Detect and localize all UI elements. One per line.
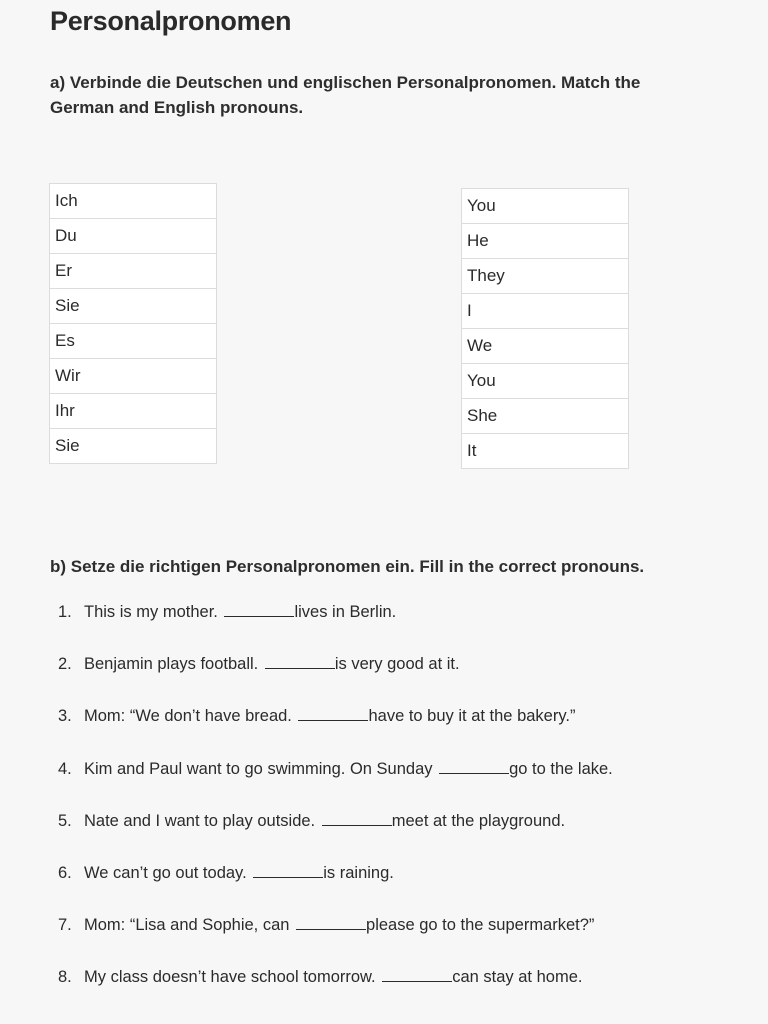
german-pronoun-cell: Wir [50,359,217,394]
list-item [58,760,613,812]
item-number: 4. [58,759,72,778]
item-number: 6. [58,863,72,882]
answer-blank [224,614,294,617]
answer-blank [298,718,368,721]
list-item [58,655,613,707]
table-row [462,189,629,224]
german-pronoun-cell: Ihr [50,394,217,429]
table-row [462,399,629,434]
english-pronoun-cell: I [462,294,629,329]
item-text-after: is very good at it. [334,655,460,674]
item-text-before: We can’t go out today. [84,863,252,882]
table-row [50,289,217,324]
instruction-a: a) Verbinde die Deutschen und englischen Personalpronomen. Match the German and English pronouns. [50,73,641,117]
english-pronoun-cell: It [462,434,629,469]
item-text-after: go to the lake. [509,759,613,778]
table-row [462,364,629,399]
item-text-after: is raining. [323,863,394,882]
english-pronoun-cell: You [462,364,629,399]
answer-blank [265,666,335,669]
item-number: 2. [58,655,72,674]
table-row [50,254,217,289]
item-number: 8. [58,968,72,987]
item-text-after: have to buy it at the bakery.” [368,707,576,726]
item-text-after: meet at the playground. [391,811,566,830]
german-pronoun-cell: Sie [50,429,217,464]
english-pronoun-cell: They [462,259,629,294]
english-pronoun-cell: You [462,189,629,224]
item-text-before: Mom: “Lisa and Sophie, can [84,916,295,935]
item-number: 5. [58,811,72,830]
table-row [462,294,629,329]
table-row [462,434,629,469]
item-number: 3. [58,707,72,726]
german-pronoun-table [49,183,217,464]
english-pronoun-table [461,188,629,469]
german-pronoun-cell: Ich [50,184,217,219]
answer-blank [253,875,323,878]
answer-blank [382,979,452,982]
list-item [58,603,613,655]
list-item [58,707,613,759]
item-text-before: Kim and Paul want to go swimming. On Sunday [84,759,438,778]
german-pronoun-cell: Es [50,324,217,359]
instruction-b: b) Setze die richtigen Personalpronomen ein. Fill in the correct pronouns. [50,557,645,576]
table-row [50,219,217,254]
list-item [58,812,613,864]
english-pronoun-cell: We [462,329,629,364]
item-text-before: Mom: “We don’t have bread. [84,707,297,726]
page-title: Personalpronomen [50,6,292,36]
table-row [462,329,629,364]
table-row [50,394,217,429]
german-pronoun-cell: Er [50,254,217,289]
list-item [58,916,613,968]
table-row [50,324,217,359]
table-row [50,429,217,464]
exercise-list [58,603,613,1021]
list-item [58,864,613,916]
item-text-before: This is my mother. [84,603,223,621]
item-number: 7. [58,916,72,935]
english-pronoun-cell: She [462,399,629,434]
english-pronoun-cell: He [462,224,629,259]
list-item [58,968,613,1020]
answer-blank [439,771,509,774]
item-text-before: Benjamin plays football. [84,655,263,674]
table-row [50,184,217,219]
german-pronoun-cell: Sie [50,289,217,324]
table-row [462,224,629,259]
item-text-before: Nate and I want to play outside. [84,811,320,830]
answer-blank [322,823,392,826]
german-pronoun-cell: Du [50,219,217,254]
item-text-after: please go to the supermarket?” [366,916,595,935]
answer-blank [296,927,366,930]
item-text-after: lives in Berlin. [294,603,397,621]
table-row [50,359,217,394]
table-row [462,259,629,294]
item-text-before: My class doesn’t have school tomorrow. [84,968,381,987]
item-number: 1. [58,603,72,621]
item-text-after: can stay at home. [452,968,583,987]
